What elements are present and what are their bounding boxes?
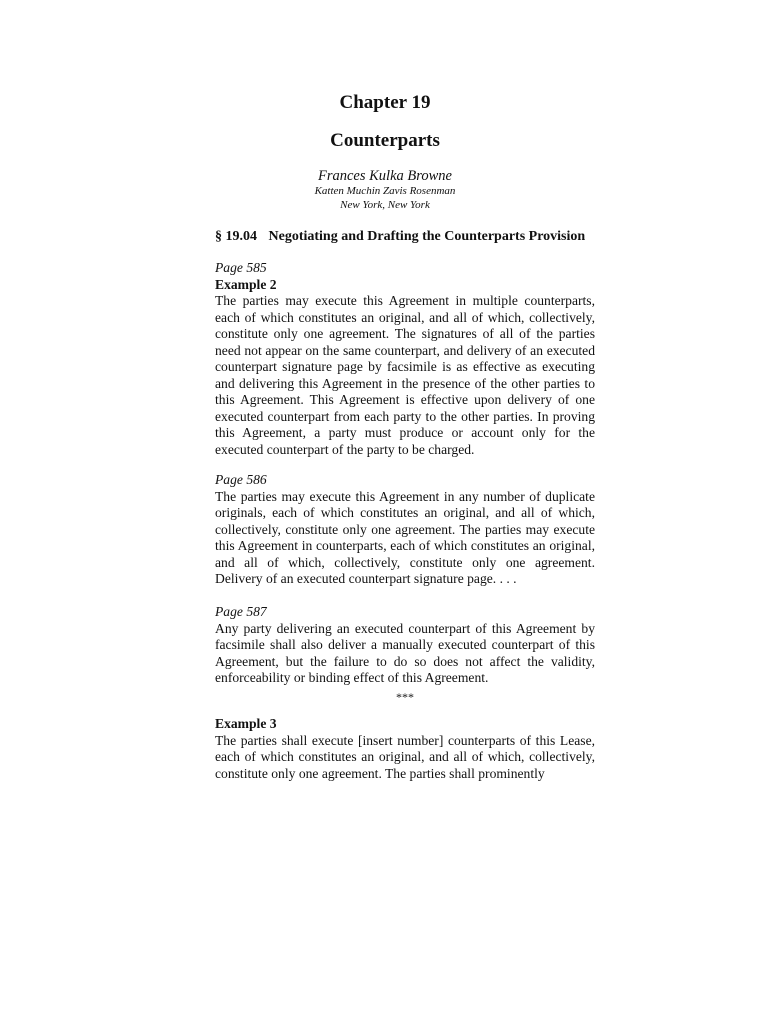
page-label: Page 586 [215, 472, 267, 487]
clause-paragraph: Any party delivering an executed counterpart of this Agreement by facsimile shall also deliver a manually executed counterpart of this Agreement, but the failure to do so does not affect the validity, enforceability or binding effect of this Agreement. [215, 620, 595, 685]
clause-paragraph: The parties may execute this Agreement in multiple counterparts, each of which constitutes an original, and all of which, collectively, constitute only one agreement. The signatures of all of the parties need not appear on the same counterpart, and delivery of an executed counterpart signature page by facsimile is as effective as executing and delivering this Agreement in the presence of the other parties to this Agreement. This Agreement is effective upon delivery of one executed counterpart from each party to the other parties. In proving this Agreement, a party must produce or account only for the executed counterpart of the party to be charged. [215, 293, 595, 457]
section-title: Negotiating and Drafting the Counterparts Provision [268, 229, 586, 244]
section-number: § 19.04 [215, 229, 257, 244]
example-label: Example 3 [215, 716, 277, 731]
author-firm: Katten Muchin Zavis Rosenman [314, 185, 456, 197]
author-location: New York, New York [340, 199, 430, 211]
page-585-block [215, 260, 595, 458]
chapter-number: Chapter 19 [339, 92, 431, 113]
page-586-block [215, 472, 595, 588]
clause-paragraph: The parties may execute this Agreement in any number of duplicate originals, each of which constitutes an original, and all of which, collectively, constitute only one agreement. The parties may execute this Agreement in counterparts, each of which constitutes an original, and all of which, collectively, constitute only one agreement. Delivery of an executed counterpart signature page. . . . [215, 488, 595, 586]
page-label: Page 587 [215, 604, 267, 619]
page-587-block [215, 604, 595, 687]
example-label: Example 2 [215, 276, 277, 292]
chapter-title: Counterparts [330, 130, 440, 151]
page-label: Page 585 [215, 260, 267, 275]
section-separator: *** [396, 690, 414, 704]
section-heading [215, 229, 585, 245]
example-3-block [215, 716, 595, 782]
author-name: Frances Kulka Browne [318, 168, 452, 184]
clause-paragraph: The parties shall execute [insert number] counterparts of this Lease, each of which constitutes an original, and all of which, collectively, constitute only one agreement. The parties shall prominently [215, 732, 595, 781]
